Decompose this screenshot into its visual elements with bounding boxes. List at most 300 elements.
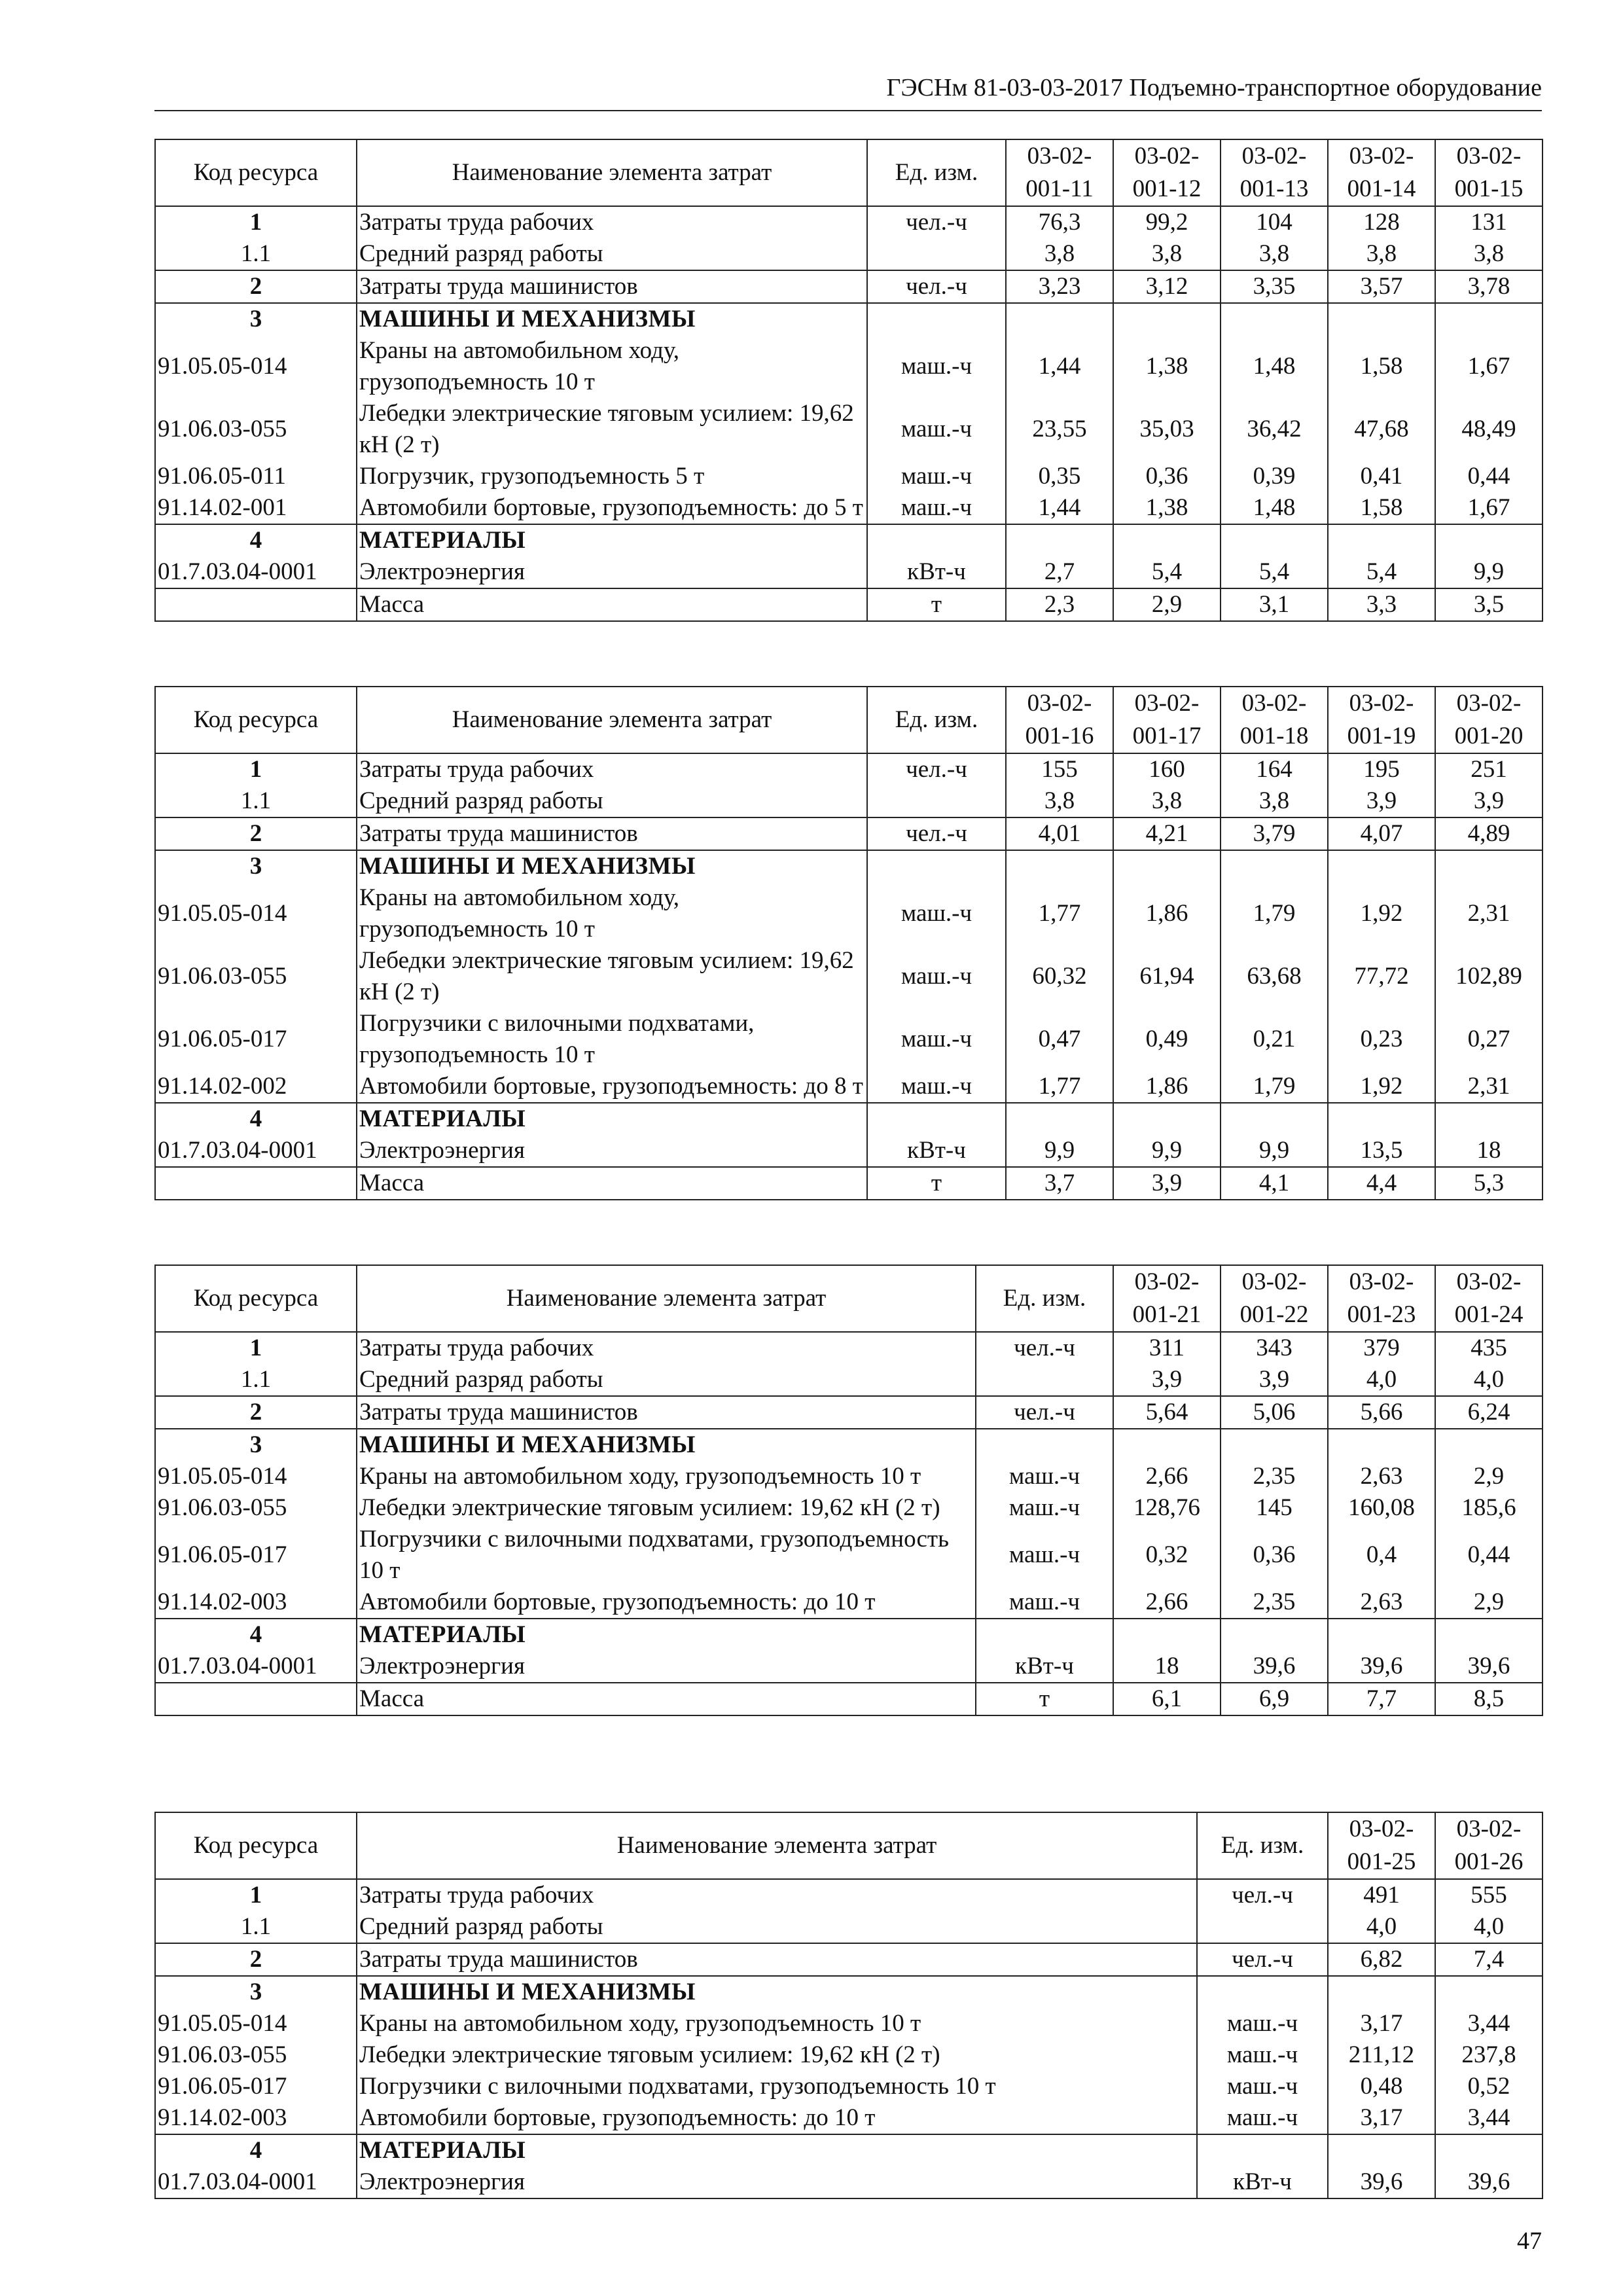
- resource-table-2: [154, 686, 1543, 1200]
- value-cell: [1113, 1429, 1221, 1461]
- value-cell: [1328, 1619, 1435, 1651]
- resource-code-cell: 91.05.05-014: [155, 882, 357, 945]
- table-row: [155, 850, 1543, 882]
- col-header-norm: 03-02-001-13: [1221, 139, 1328, 206]
- col-header-code: Код ресурса: [155, 1812, 357, 1879]
- resource-code-cell: 91.14.02-003: [155, 2102, 357, 2134]
- table-row: [155, 2071, 1543, 2102]
- resource-code-cell: 91.06.05-011: [155, 461, 357, 492]
- col-header-norm: 03-02-001-21: [1113, 1265, 1221, 1332]
- resource-code-cell: 1.1: [155, 1911, 357, 1943]
- col-header-norm: 03-02-001-11: [1006, 139, 1113, 206]
- unit-cell: маш.-ч: [1197, 2039, 1328, 2071]
- value-cell: [1113, 1103, 1221, 1135]
- value-cell: 3,8: [1221, 785, 1328, 817]
- resource-code-cell: 1: [155, 1879, 357, 1911]
- value-cell: 4,0: [1435, 1911, 1543, 1943]
- resource-name-cell: Погрузчики с вилочными подхватами, грузоподъемность 10 т: [357, 1524, 976, 1587]
- value-cell: 1,67: [1435, 492, 1543, 524]
- resource-code-cell: 4: [155, 2134, 357, 2166]
- value-cell: [1113, 1619, 1221, 1651]
- table-row: [155, 1008, 1543, 1071]
- value-cell: 4,89: [1435, 817, 1543, 850]
- resource-name-cell: Автомобили бортовые, грузоподъемность: до 8 т: [357, 1071, 867, 1103]
- table-row: [155, 1167, 1543, 1200]
- value-cell: [1113, 850, 1221, 882]
- table-row: [155, 1492, 1543, 1524]
- value-cell: 1,79: [1221, 882, 1328, 945]
- resource-code-cell: 91.06.05-017: [155, 1524, 357, 1587]
- value-cell: 4,01: [1006, 817, 1113, 850]
- value-cell: 0,23: [1328, 1008, 1435, 1071]
- value-cell: 1,67: [1435, 335, 1543, 398]
- unit-cell: [976, 1364, 1113, 1396]
- value-cell: 2,7: [1006, 556, 1113, 588]
- value-cell: [1435, 1103, 1543, 1135]
- value-cell: 13,5: [1328, 1135, 1435, 1167]
- value-cell: [1435, 524, 1543, 556]
- value-cell: 104: [1221, 206, 1328, 238]
- unit-cell: маш.-ч: [867, 335, 1006, 398]
- unit-cell: кВт-ч: [867, 556, 1006, 588]
- resource-name-cell: Средний разряд работы: [357, 1364, 976, 1396]
- unit-cell: кВт-ч: [867, 1135, 1006, 1167]
- value-cell: 8,5: [1435, 1683, 1543, 1715]
- value-cell: [1435, 303, 1543, 335]
- value-cell: 39,6: [1328, 1651, 1435, 1683]
- value-cell: 4,4: [1328, 1167, 1435, 1200]
- value-cell: 3,8: [1435, 238, 1543, 270]
- col-header-code: Код ресурса: [155, 1265, 357, 1332]
- unit-cell: т: [976, 1683, 1113, 1715]
- col-header-code: Код ресурса: [155, 139, 357, 206]
- value-cell: [1328, 2134, 1435, 2166]
- table-row: [155, 1071, 1543, 1103]
- page-number: 47: [1517, 2227, 1542, 2255]
- value-cell: 195: [1328, 753, 1435, 785]
- value-cell: 1,38: [1113, 492, 1221, 524]
- table-row: [155, 556, 1543, 588]
- unit-cell: [1197, 1911, 1328, 1943]
- resource-name-cell: Лебедки электрические тяговым усилием: 19,62 кН (2 т): [357, 398, 867, 461]
- value-cell: [1113, 524, 1221, 556]
- resource-name-cell: Электроэнергия: [357, 2166, 1197, 2198]
- table-body: [155, 1879, 1543, 2198]
- value-cell: 1,38: [1113, 335, 1221, 398]
- resource-name-cell: Затраты труда машинистов: [357, 817, 867, 850]
- value-cell: 4,0: [1328, 1911, 1435, 1943]
- value-cell: 3,35: [1221, 270, 1328, 303]
- value-cell: 61,94: [1113, 945, 1221, 1008]
- value-cell: 39,6: [1435, 1651, 1543, 1683]
- resource-name-cell: Погрузчики с вилочными подхватами, грузоподъемность 10 т: [357, 2071, 1197, 2102]
- resource-name-cell: Электроэнергия: [357, 1651, 976, 1683]
- table-row: [155, 1103, 1543, 1135]
- value-cell: [1006, 303, 1113, 335]
- table-row: [155, 206, 1543, 238]
- col-header-norm: 03-02-001-26: [1435, 1812, 1543, 1879]
- value-cell: 3,7: [1006, 1167, 1113, 1200]
- value-cell: 6,24: [1435, 1396, 1543, 1429]
- table-row: [155, 817, 1543, 850]
- value-cell: 0,41: [1328, 461, 1435, 492]
- unit-cell: [867, 850, 1006, 882]
- unit-cell: кВт-ч: [1197, 2166, 1328, 2198]
- value-cell: [1435, 2134, 1543, 2166]
- resource-code-cell: 2: [155, 817, 357, 850]
- table-row: [155, 753, 1543, 785]
- table-row: [155, 1943, 1543, 1976]
- value-cell: 102,89: [1435, 945, 1543, 1008]
- value-cell: 3,3: [1328, 588, 1435, 621]
- value-cell: 1,44: [1006, 492, 1113, 524]
- resource-name-cell: Затраты труда машинистов: [357, 1396, 976, 1429]
- resource-code-cell: [155, 1683, 357, 1715]
- resource-code-cell: 91.06.05-017: [155, 2071, 357, 2102]
- table-row: [155, 882, 1543, 945]
- resource-name-cell: Затраты труда рабочих: [357, 753, 867, 785]
- unit-cell: [867, 303, 1006, 335]
- table-row: [155, 1651, 1543, 1683]
- value-cell: 3,8: [1006, 785, 1113, 817]
- resource-code-cell: 91.14.02-001: [155, 492, 357, 524]
- col-header-norm: 03-02-001-15: [1435, 139, 1543, 206]
- value-cell: 6,1: [1113, 1683, 1221, 1715]
- value-cell: 491: [1328, 1879, 1435, 1911]
- resource-code-cell: 2: [155, 1943, 357, 1976]
- value-cell: 5,4: [1221, 556, 1328, 588]
- resource-name-cell: Лебедки электрические тяговым усилием: 19,62 кН (2 т): [357, 1492, 976, 1524]
- value-cell: [1221, 303, 1328, 335]
- unit-cell: маш.-ч: [867, 1008, 1006, 1071]
- value-cell: 3,8: [1006, 238, 1113, 270]
- value-cell: [1221, 1619, 1328, 1651]
- value-cell: 2,3: [1006, 588, 1113, 621]
- value-cell: 0,36: [1221, 1524, 1328, 1587]
- table-row: [155, 461, 1543, 492]
- table-row: [155, 1396, 1543, 1429]
- value-cell: 9,9: [1221, 1135, 1328, 1167]
- value-cell: 185,6: [1435, 1492, 1543, 1524]
- unit-cell: чел.-ч: [867, 753, 1006, 785]
- unit-cell: маш.-ч: [867, 882, 1006, 945]
- value-cell: 3,23: [1006, 270, 1113, 303]
- value-cell: [1113, 303, 1221, 335]
- value-cell: 48,49: [1435, 398, 1543, 461]
- table-row: [155, 270, 1543, 303]
- resource-code-cell: 1: [155, 1332, 357, 1364]
- resource-name-cell: МАШИНЫ И МЕХАНИЗМЫ: [357, 850, 867, 882]
- table-row: [155, 1683, 1543, 1715]
- value-cell: 251: [1435, 753, 1543, 785]
- value-cell: 39,6: [1435, 2166, 1543, 2198]
- value-cell: [1006, 1103, 1113, 1135]
- value-cell: 3,8: [1328, 238, 1435, 270]
- value-cell: [1221, 850, 1328, 882]
- table-row: [155, 1461, 1543, 1492]
- resource-name-cell: Масса: [357, 588, 867, 621]
- resource-code-cell: 1.1: [155, 1364, 357, 1396]
- value-cell: 6,9: [1221, 1683, 1328, 1715]
- table-row: [155, 588, 1543, 621]
- value-cell: 0,32: [1113, 1524, 1221, 1587]
- unit-cell: чел.-ч: [976, 1396, 1113, 1429]
- value-cell: 18: [1113, 1651, 1221, 1683]
- col-header-norm: 03-02-001-20: [1435, 687, 1543, 753]
- value-cell: 4,07: [1328, 817, 1435, 850]
- table-row: [155, 1135, 1543, 1167]
- col-header-norm: 03-02-001-16: [1006, 687, 1113, 753]
- resource-name-cell: Затраты труда машинистов: [357, 1943, 1197, 1976]
- resource-code-cell: 01.7.03.04-0001: [155, 1135, 357, 1167]
- value-cell: 9,9: [1435, 556, 1543, 588]
- value-cell: 1,44: [1006, 335, 1113, 398]
- value-cell: 39,6: [1221, 1651, 1328, 1683]
- value-cell: 5,06: [1221, 1396, 1328, 1429]
- value-cell: 9,9: [1113, 1135, 1221, 1167]
- value-cell: 6,82: [1328, 1943, 1435, 1976]
- table-row: [155, 1976, 1543, 2008]
- resource-code-cell: 91.05.05-014: [155, 335, 357, 398]
- unit-cell: маш.-ч: [867, 492, 1006, 524]
- value-cell: 160: [1113, 753, 1221, 785]
- value-cell: 3,44: [1435, 2102, 1543, 2134]
- value-cell: 4,21: [1113, 817, 1221, 850]
- unit-cell: маш.-ч: [867, 945, 1006, 1008]
- col-header-unit: Ед. изм.: [867, 687, 1006, 753]
- value-cell: 47,68: [1328, 398, 1435, 461]
- value-cell: 0,52: [1435, 2071, 1543, 2102]
- col-header-norm: 03-02-001-17: [1113, 687, 1221, 753]
- resource-name-cell: МАШИНЫ И МЕХАНИЗМЫ: [357, 1976, 1197, 2008]
- value-cell: 0,47: [1006, 1008, 1113, 1071]
- value-cell: [1006, 850, 1113, 882]
- col-header-name: Наименование элемента затрат: [357, 687, 867, 753]
- resource-code-cell: 01.7.03.04-0001: [155, 556, 357, 588]
- value-cell: 1,79: [1221, 1071, 1328, 1103]
- col-header-norm: 03-02-001-19: [1328, 687, 1435, 753]
- col-header-name: Наименование элемента затрат: [357, 139, 867, 206]
- value-cell: 128: [1328, 206, 1435, 238]
- resource-code-cell: 91.06.05-017: [155, 1008, 357, 1071]
- table-row: [155, 238, 1543, 270]
- value-cell: 23,55: [1006, 398, 1113, 461]
- resource-code-cell: 91.06.03-055: [155, 2039, 357, 2071]
- value-cell: 131: [1435, 206, 1543, 238]
- value-cell: 343: [1221, 1332, 1328, 1364]
- resource-code-cell: 91.05.05-014: [155, 2008, 357, 2039]
- value-cell: 3,8: [1221, 238, 1328, 270]
- resource-name-cell: МАТЕРИАЛЫ: [357, 524, 867, 556]
- value-cell: 3,78: [1435, 270, 1543, 303]
- value-cell: 3,17: [1328, 2008, 1435, 2039]
- unit-cell: маш.-ч: [1197, 2008, 1328, 2039]
- col-header-unit: Ед. изм.: [976, 1265, 1113, 1332]
- resource-table-1: [154, 139, 1543, 622]
- resource-code-cell: 01.7.03.04-0001: [155, 2166, 357, 2198]
- table-row: [155, 1911, 1543, 1943]
- resource-code-cell: 4: [155, 1103, 357, 1135]
- table-row: [155, 1587, 1543, 1619]
- table-row: [155, 398, 1543, 461]
- value-cell: 128,76: [1113, 1492, 1221, 1524]
- value-cell: 0,44: [1435, 461, 1543, 492]
- col-header-norm: 03-02-001-24: [1435, 1265, 1543, 1332]
- value-cell: 77,72: [1328, 945, 1435, 1008]
- table-header-row: [155, 1265, 1543, 1332]
- unit-cell: [867, 785, 1006, 817]
- col-header-unit: Ед. изм.: [867, 139, 1006, 206]
- value-cell: 18: [1435, 1135, 1543, 1167]
- value-cell: [1435, 1429, 1543, 1461]
- value-cell: 2,66: [1113, 1587, 1221, 1619]
- resource-name-cell: Масса: [357, 1683, 976, 1715]
- table-header-row: [155, 687, 1543, 753]
- value-cell: [1435, 1976, 1543, 2008]
- value-cell: 5,3: [1435, 1167, 1543, 1200]
- resource-name-cell: МАТЕРИАЛЫ: [357, 1619, 976, 1651]
- value-cell: 7,7: [1328, 1683, 1435, 1715]
- value-cell: 5,64: [1113, 1396, 1221, 1429]
- resource-name-cell: Электроэнергия: [357, 1135, 867, 1167]
- resource-table-4: [154, 1812, 1543, 2199]
- table-row: [155, 1619, 1543, 1651]
- value-cell: 3,17: [1328, 2102, 1435, 2134]
- value-cell: 99,2: [1113, 206, 1221, 238]
- value-cell: 237,8: [1435, 2039, 1543, 2071]
- resource-name-cell: МАШИНЫ И МЕХАНИЗМЫ: [357, 1429, 976, 1461]
- table-body: [155, 753, 1543, 1200]
- unit-cell: т: [867, 588, 1006, 621]
- resource-name-cell: Автомобили бортовые, грузоподъемность: до 5 т: [357, 492, 867, 524]
- unit-cell: [976, 1619, 1113, 1651]
- resource-name-cell: Автомобили бортовые, грузоподъемность: до 10 т: [357, 2102, 1197, 2134]
- resource-name-cell: Средний разряд работы: [357, 238, 867, 270]
- value-cell: [1328, 1103, 1435, 1135]
- resource-table-3: [154, 1265, 1543, 1716]
- table-row: [155, 945, 1543, 1008]
- resource-name-cell: Лебедки электрические тяговым усилием: 19,62 кН (2 т): [357, 945, 867, 1008]
- value-cell: 0,49: [1113, 1008, 1221, 1071]
- value-cell: 3,12: [1113, 270, 1221, 303]
- col-header-name: Наименование элемента затрат: [357, 1812, 1197, 1879]
- value-cell: 2,9: [1435, 1587, 1543, 1619]
- value-cell: 311: [1113, 1332, 1221, 1364]
- table-header-row: [155, 139, 1543, 206]
- col-header-norm: 03-02-001-22: [1221, 1265, 1328, 1332]
- value-cell: 2,31: [1435, 1071, 1543, 1103]
- value-cell: 435: [1435, 1332, 1543, 1364]
- unit-cell: маш.-ч: [976, 1524, 1113, 1587]
- value-cell: 9,9: [1006, 1135, 1113, 1167]
- table-row: [155, 2008, 1543, 2039]
- value-cell: [1328, 524, 1435, 556]
- table-row: [155, 1364, 1543, 1396]
- resource-code-cell: 3: [155, 1429, 357, 1461]
- resource-name-cell: Краны на автомобильном ходу, грузоподъемность 10 т: [357, 882, 867, 945]
- value-cell: [1328, 850, 1435, 882]
- unit-cell: маш.-ч: [976, 1492, 1113, 1524]
- unit-cell: [867, 1103, 1006, 1135]
- value-cell: 3,8: [1113, 785, 1221, 817]
- value-cell: 60,32: [1006, 945, 1113, 1008]
- value-cell: 1,77: [1006, 882, 1113, 945]
- resource-code-cell: [155, 1167, 357, 1200]
- resource-name-cell: Погрузчики с вилочными подхватами, грузоподъемность 10 т: [357, 1008, 867, 1071]
- value-cell: 145: [1221, 1492, 1328, 1524]
- value-cell: 211,12: [1328, 2039, 1435, 2071]
- unit-cell: [867, 524, 1006, 556]
- resource-code-cell: 2: [155, 1396, 357, 1429]
- value-cell: 3,57: [1328, 270, 1435, 303]
- value-cell: 4,0: [1328, 1364, 1435, 1396]
- value-cell: 3,79: [1221, 817, 1328, 850]
- value-cell: 2,66: [1113, 1461, 1221, 1492]
- value-cell: 2,63: [1328, 1587, 1435, 1619]
- resource-code-cell: 3: [155, 303, 357, 335]
- value-cell: 155: [1006, 753, 1113, 785]
- resource-name-cell: Краны на автомобильном ходу, грузоподъемность 10 т: [357, 1461, 976, 1492]
- value-cell: 0,36: [1113, 461, 1221, 492]
- col-header-code: Код ресурса: [155, 687, 357, 753]
- value-cell: 3,9: [1328, 785, 1435, 817]
- resource-name-cell: Лебедки электрические тяговым усилием: 19,62 кН (2 т): [357, 2039, 1197, 2071]
- value-cell: [1006, 524, 1113, 556]
- table-row: [155, 2039, 1543, 2071]
- value-cell: [1328, 1429, 1435, 1461]
- unit-cell: [1197, 1976, 1328, 2008]
- value-cell: 2,35: [1221, 1461, 1328, 1492]
- resource-code-cell: 91.14.02-003: [155, 1587, 357, 1619]
- resource-name-cell: МАТЕРИАЛЫ: [357, 2134, 1197, 2166]
- resource-name-cell: Краны на автомобильном ходу, грузоподъемность 10 т: [357, 2008, 1197, 2039]
- table-row: [155, 492, 1543, 524]
- value-cell: 0,4: [1328, 1524, 1435, 1587]
- resource-code-cell: 91.14.02-002: [155, 1071, 357, 1103]
- unit-cell: чел.-ч: [867, 206, 1006, 238]
- value-cell: 4,0: [1435, 1364, 1543, 1396]
- value-cell: 1,58: [1328, 492, 1435, 524]
- value-cell: 379: [1328, 1332, 1435, 1364]
- value-cell: 164: [1221, 753, 1328, 785]
- value-cell: [1435, 850, 1543, 882]
- value-cell: 3,9: [1113, 1167, 1221, 1200]
- resource-code-cell: 1: [155, 753, 357, 785]
- unit-cell: чел.-ч: [1197, 1943, 1328, 1976]
- resource-name-cell: Средний разряд работы: [357, 785, 867, 817]
- table-row: [155, 1524, 1543, 1587]
- resource-code-cell: 4: [155, 524, 357, 556]
- resource-name-cell: МАШИНЫ И МЕХАНИЗМЫ: [357, 303, 867, 335]
- value-cell: 0,48: [1328, 2071, 1435, 2102]
- value-cell: 1,92: [1328, 882, 1435, 945]
- unit-cell: маш.-ч: [867, 398, 1006, 461]
- resource-code-cell: 1.1: [155, 238, 357, 270]
- value-cell: 76,3: [1006, 206, 1113, 238]
- table-row: [155, 303, 1543, 335]
- value-cell: 1,86: [1113, 1071, 1221, 1103]
- value-cell: 2,9: [1113, 588, 1221, 621]
- unit-cell: [976, 1429, 1113, 1461]
- unit-cell: маш.-ч: [976, 1587, 1113, 1619]
- col-header-unit: Ед. изм.: [1197, 1812, 1328, 1879]
- value-cell: [1328, 1976, 1435, 2008]
- resource-name-cell: Электроэнергия: [357, 556, 867, 588]
- value-cell: 0,27: [1435, 1008, 1543, 1071]
- table-row: [155, 785, 1543, 817]
- col-header-norm: 03-02-001-18: [1221, 687, 1328, 753]
- value-cell: 0,39: [1221, 461, 1328, 492]
